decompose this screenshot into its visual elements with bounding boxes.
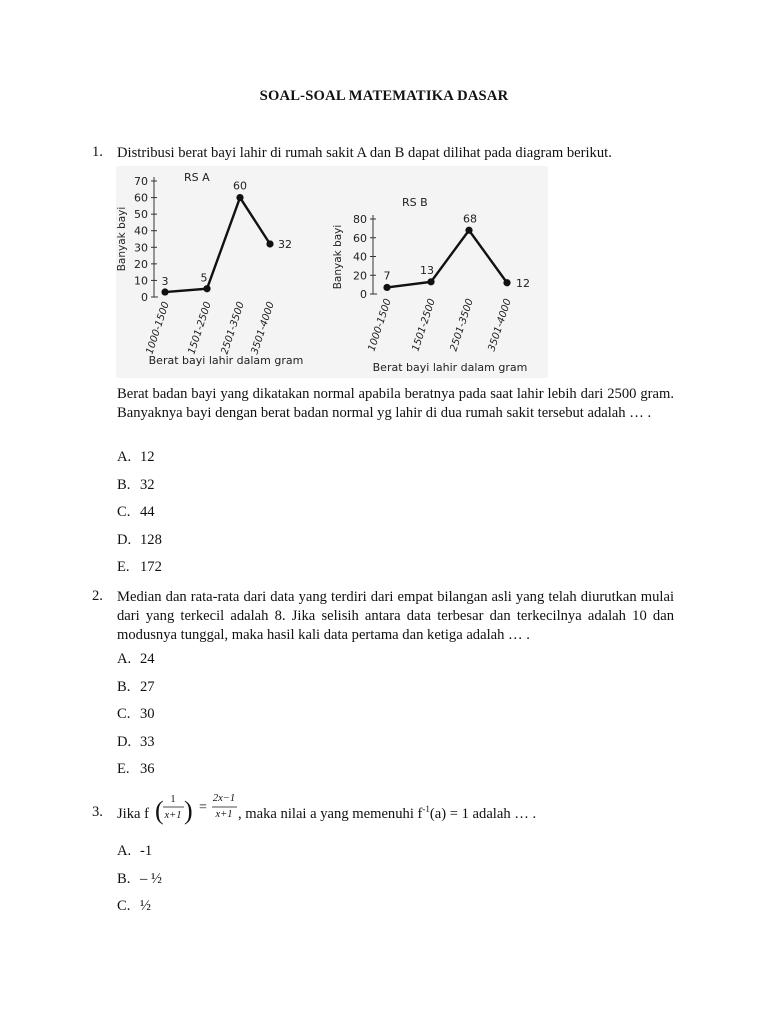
q3-rest-after: (a) = 1 adalah … . [429, 806, 537, 822]
data-label: 3 [161, 275, 169, 289]
q3-frac1-denominator: x+1 [164, 810, 182, 821]
x-tick-label: 3501-4000 [249, 300, 277, 356]
question-1-text: Berat badan bayi yang dikatakan normal apabila beratnya pada saat lahir lebih dari 2500 gram. Banyaknya bayi dengan berat badan normal yg lahir di dua rumah sakit tersebut adalah … . [117, 386, 674, 422]
option-text: 12 [140, 449, 155, 465]
option-letter: D. [117, 531, 132, 548]
q3-frac2-denominator: x+1 [215, 809, 233, 820]
option-letter: D. [117, 733, 132, 750]
data-label: 5 [200, 271, 208, 285]
option-text: 30 [140, 706, 155, 722]
x-axis-label: Berat bayi lahir dalam gram [148, 354, 304, 367]
data-label: 13 [420, 263, 434, 277]
data-point [266, 240, 273, 247]
y-tick-label: 20 [134, 257, 148, 271]
question-1-number: 1. [92, 144, 103, 160]
y-tick-label: 60 [134, 191, 148, 205]
option-letter: A. [117, 843, 132, 859]
y-tick-label: 50 [134, 208, 148, 222]
data-point [236, 194, 243, 201]
y-tick-label: 40 [353, 250, 367, 264]
option-text: ½ [140, 898, 151, 914]
x-tick-label: 1501-2500 [410, 297, 438, 353]
y-tick-label: 0 [360, 288, 367, 301]
page-title: SOAL-SOAL MATEMATIKA DASAR [259, 88, 509, 104]
y-tick-label: 60 [353, 231, 367, 245]
y-axis-label: Banyak bayi [116, 206, 128, 272]
question-3-number: 3. [92, 804, 103, 820]
option-text: – ½ [140, 870, 162, 887]
option-letter: B. [117, 870, 131, 887]
data-label: 68 [463, 212, 477, 226]
q3-frac2-numerator: 2x−1 [212, 793, 236, 804]
x-tick-label: 1000-1500 [366, 297, 394, 353]
option-text: 36 [140, 761, 155, 777]
x-tick-label: 3501-4000 [486, 297, 514, 353]
option-letter: E. [117, 559, 130, 575]
q3-rest-before-text: , maka nilai a yang memenuhi f [238, 806, 423, 822]
option-letter: E. [117, 761, 130, 777]
option-letter: A. [117, 449, 132, 465]
chart-title: RS B [402, 196, 428, 209]
question-1-prompt: Distribusi berat bayi lahir di rumah sakit A dan B dapat dilihat pada diagram berikut. [117, 145, 612, 161]
q3-rest-before [238, 804, 536, 822]
q3-paren-right: ) [184, 796, 193, 825]
data-point [503, 279, 510, 286]
option-letter: C. [117, 706, 131, 722]
data-point [203, 285, 210, 292]
option-text: 27 [140, 678, 155, 695]
q3-frac1-numerator: 1 [170, 794, 176, 805]
option-text: 33 [140, 733, 155, 750]
option-text: 44 [140, 504, 155, 520]
q3-jika: Jika f [117, 806, 150, 822]
y-tick-label: 0 [141, 291, 148, 304]
question-3-text [117, 786, 587, 836]
option-text: 172 [140, 559, 162, 575]
data-label: 12 [516, 276, 530, 290]
charts-svg [116, 166, 548, 378]
x-tick-label: 2501-3500 [219, 300, 247, 356]
charts-figure [116, 166, 548, 378]
y-tick-label: 10 [134, 274, 148, 288]
data-label: 7 [383, 269, 391, 283]
question-2-text: Median dan rata-rata dari data yang terdiri dari empat bilangan asli yang telah diurutkan mulai dari yang terkecil adalah 8. Jika selisih antara data terbesar dan terkecilnya adalah 10 dan modusnya tunggal, maka hasil kali data pertama dan ketiga adalah … . [117, 589, 674, 644]
option-letter: A. [117, 651, 132, 667]
data-point [383, 284, 390, 291]
option-text: 24 [140, 651, 155, 667]
data-point [465, 227, 472, 234]
question-3-equation [117, 786, 587, 836]
y-tick-label: 20 [353, 269, 367, 283]
data-label: 32 [278, 237, 292, 251]
option-text: -1 [140, 843, 153, 859]
x-tick-label: 2501-3500 [448, 297, 476, 353]
option-text: 32 [140, 476, 155, 493]
option-letter: B. [117, 678, 131, 695]
option-text: 128 [140, 531, 162, 548]
data-label: 60 [233, 179, 247, 193]
x-tick-label: 1000-1500 [144, 300, 172, 356]
option-letter: B. [117, 476, 131, 493]
option-letter: C. [117, 898, 131, 914]
x-axis-label: Berat bayi lahir dalam gram [372, 361, 528, 374]
question-2-number: 2. [92, 588, 103, 604]
chart-title: RS A [184, 171, 210, 184]
q3-paren-left: ( [155, 796, 164, 825]
option-letter: C. [117, 504, 131, 520]
data-point [161, 288, 168, 295]
y-tick-label: 40 [134, 224, 148, 238]
y-axis-label: Banyak bayi [332, 224, 344, 290]
q3-superscript: -1 [422, 804, 430, 814]
x-tick-label: 1501-2500 [186, 300, 214, 356]
data-point [427, 278, 434, 285]
y-tick-label: 30 [134, 241, 148, 255]
q3-equals: = [199, 800, 207, 815]
y-tick-label: 80 [353, 213, 367, 226]
y-tick-label: 70 [134, 175, 148, 188]
